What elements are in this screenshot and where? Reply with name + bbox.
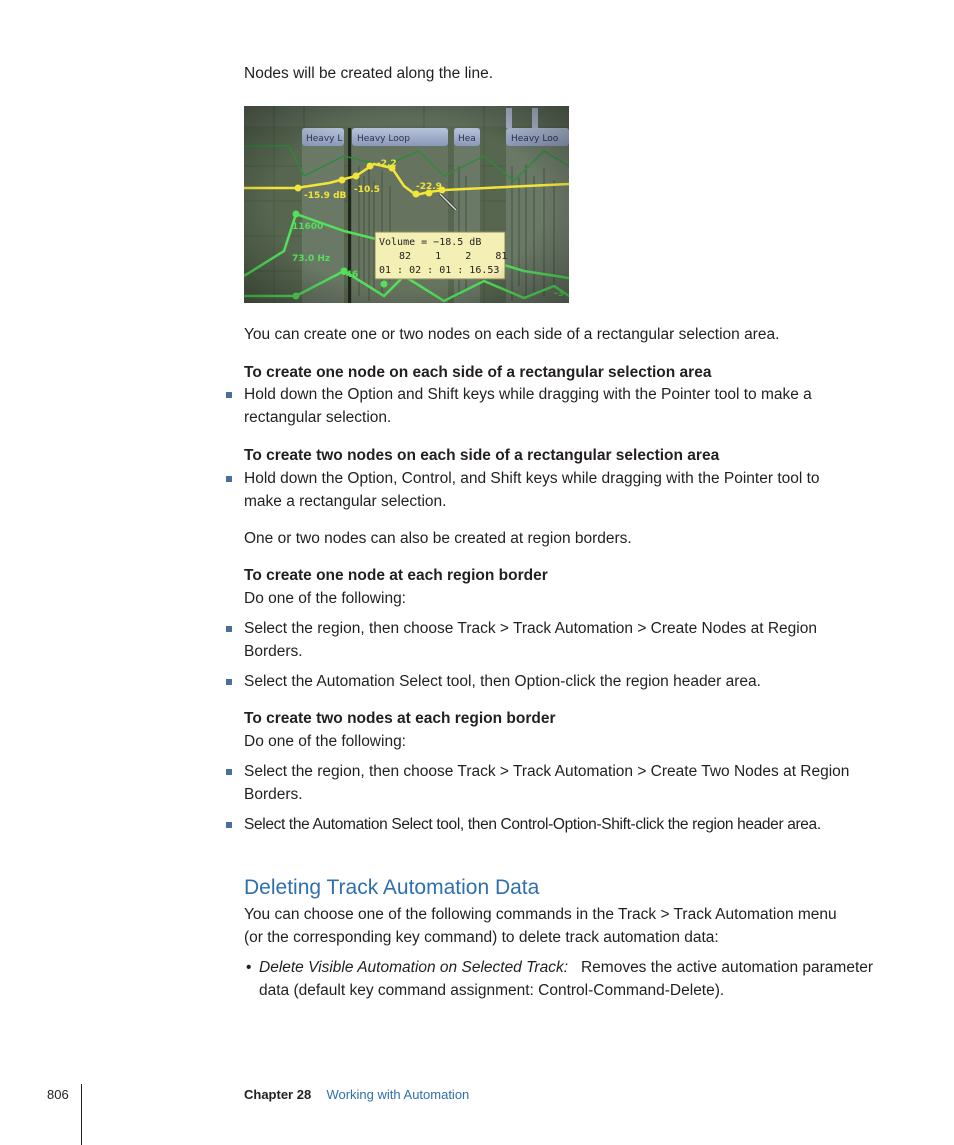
- bullet-marker: [226, 626, 232, 632]
- bullet-marker: [226, 769, 232, 775]
- definition-term: Delete Visible Automation on Selected Track:: [259, 959, 569, 976]
- task4-bullet2: Select the Automation Select tool, then Control-Option-Shift-click the region header area.: [244, 816, 821, 833]
- definition-desc-line: data (default key command assignment: Control-Command-Delete).: [259, 982, 725, 999]
- chapter-number: Chapter 28: [244, 1087, 312, 1102]
- task1-bullet-line: rectangular selection.: [244, 409, 392, 426]
- task2-bullet-line: Hold down the Option, Control, and Shift keys while dragging with the Pointer tool to: [244, 470, 820, 487]
- bullet-marker: [226, 476, 232, 482]
- bullet-marker: [226, 679, 232, 685]
- section-para-line: (or the corresponding key command) to delete track automation data:: [244, 929, 719, 946]
- dot-bullet: •: [246, 959, 252, 976]
- automation-screenshot: [244, 106, 569, 303]
- task3-sub: Do one of the following:: [244, 590, 406, 607]
- task4-bullet1-line: Select the region, then choose Track > Track Automation > Create Two Nodes at Region: [244, 763, 850, 780]
- task1-heading: To create one node on each side of a rectangular selection area: [244, 364, 712, 381]
- para-selection: You can create one or two nodes on each side of a rectangular selection area.: [244, 326, 780, 343]
- task3-heading: To create one node at each region border: [244, 567, 548, 584]
- bullet-marker: [226, 392, 232, 398]
- section-title: Deleting Track Automation Data: [244, 876, 540, 899]
- para-borders: One or two nodes can also be created at region borders.: [244, 530, 632, 547]
- task3-bullet1-line: Borders.: [244, 643, 303, 660]
- definition-item: [259, 956, 873, 979]
- automation-graphic: [244, 106, 569, 303]
- task3-bullet2: Select the Automation Select tool, then Option-click the region header area.: [244, 673, 761, 690]
- task4-bullet1-line: Borders.: [244, 786, 303, 803]
- task4-sub: Do one of the following:: [244, 733, 406, 750]
- definition-desc: Removes the active automation parameter: [580, 959, 874, 976]
- footer-chapter: [244, 1087, 469, 1102]
- task1-bullet-line: Hold down the Option and Shift keys while dragging with the Pointer tool to make a: [244, 386, 812, 403]
- bullet-marker: [226, 822, 232, 828]
- task3-bullet1-line: Select the region, then choose Track > Track Automation > Create Nodes at Region: [244, 620, 817, 637]
- task2-heading: To create two nodes on each side of a rectangular selection area: [244, 447, 720, 464]
- page-number: 806: [47, 1087, 69, 1102]
- section-para-line: You can choose one of the following commands in the Track > Track Automation menu: [244, 906, 837, 923]
- footer-divider: [81, 1084, 82, 1145]
- chapter-title-link[interactable]: Working with Automation: [326, 1087, 470, 1102]
- task4-heading: To create two nodes at each region border: [244, 710, 556, 727]
- task2-bullet-line: make a rectangular selection.: [244, 493, 447, 510]
- intro-text: Nodes will be created along the line.: [244, 65, 494, 82]
